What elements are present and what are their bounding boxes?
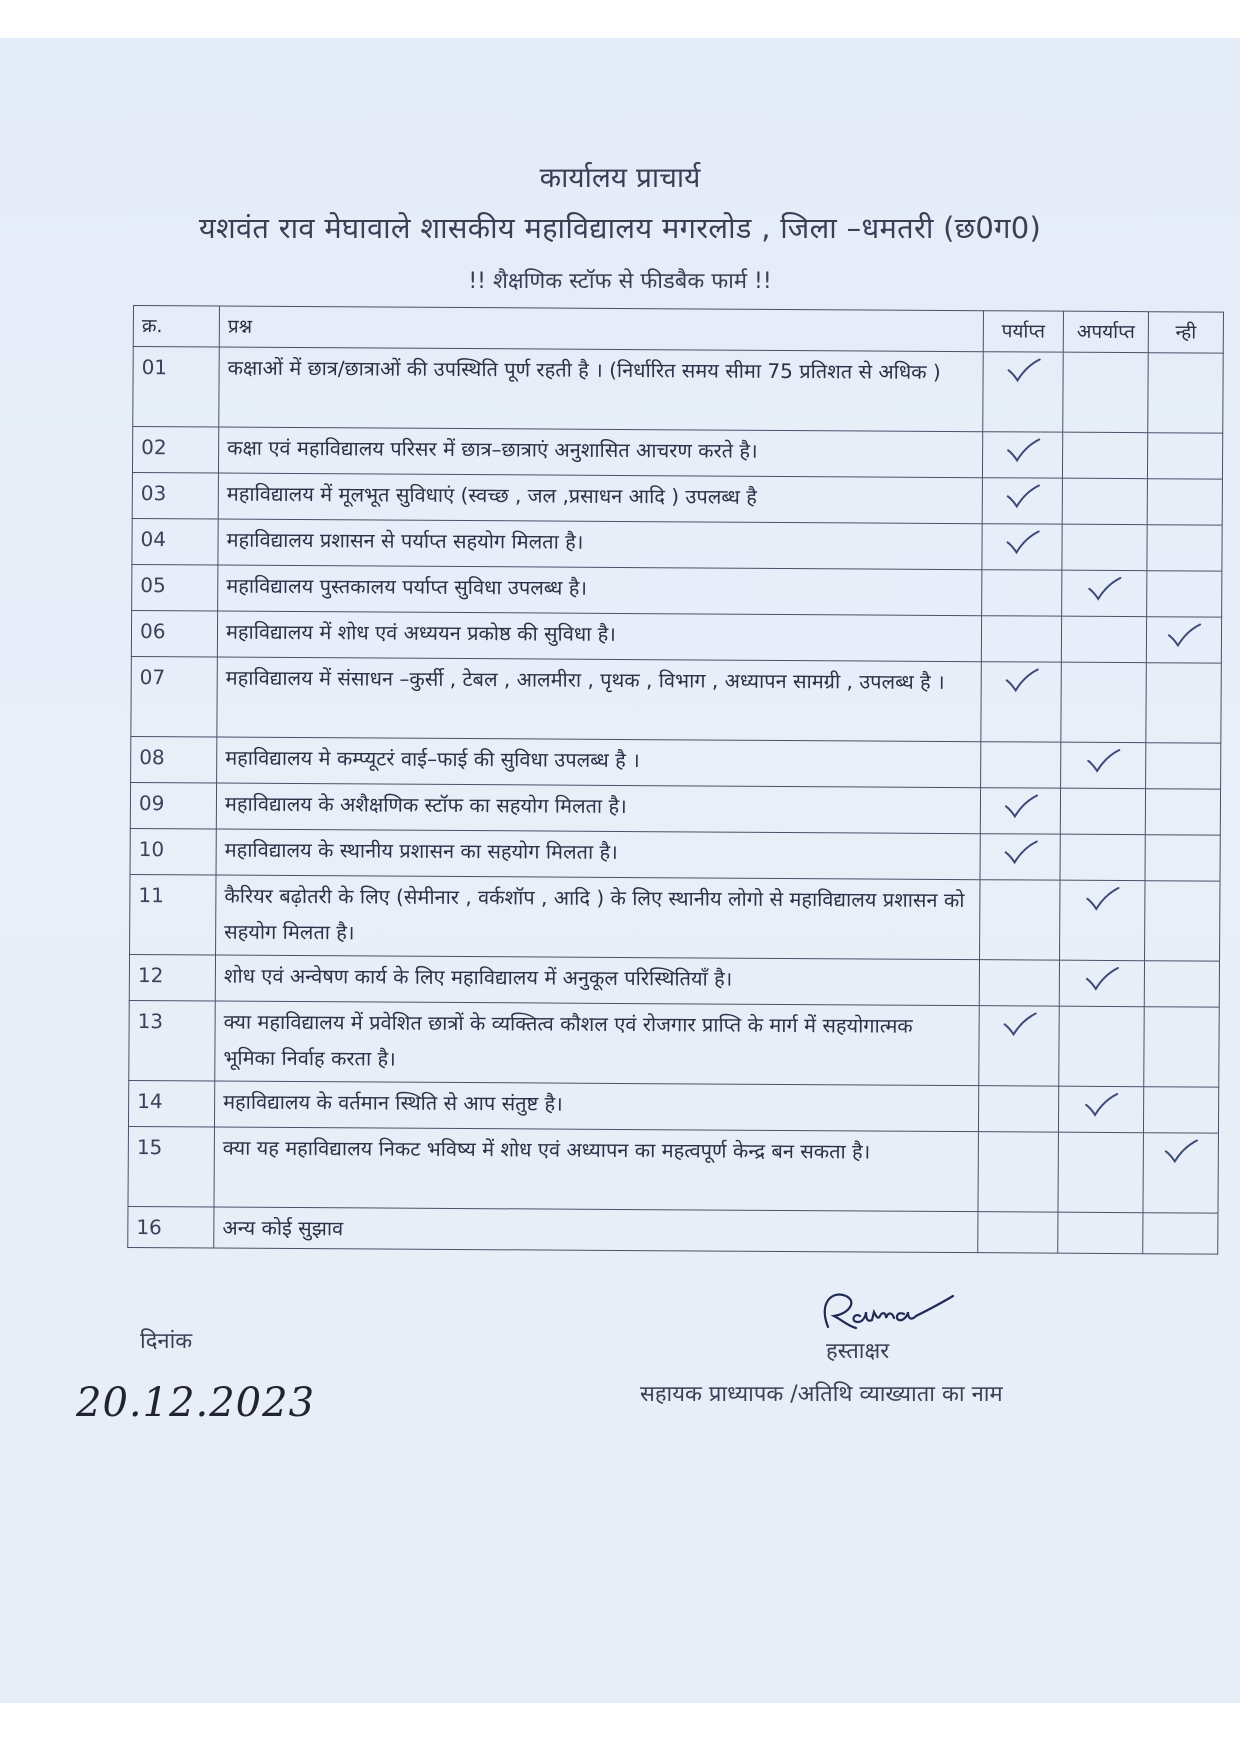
row-question: महाविद्यालय मे कम्प्यूटरं वाई–फाई की सुविधा उपलब्ध है । [217,737,981,788]
no-answer-cell [1145,835,1220,881]
row-number: 16 [128,1206,214,1248]
checkmark-icon [1002,836,1038,866]
table-header-row [133,306,1223,354]
inadequate-cell [1062,478,1147,525]
checkmark-icon [1005,354,1041,384]
adequate-cell [981,662,1061,742]
row-number: 13 [129,1000,215,1081]
signature-label: हस्ताक्षर [826,1339,890,1364]
no-answer-cell [1146,663,1221,743]
table-row [133,347,1223,434]
row-number: 05 [132,564,218,611]
no-answer-cell [1146,617,1221,663]
table-row [130,874,1220,961]
row-question: क्या महाविद्यालय में प्रवेशित छात्रों के व्यक्तित्व कौशल एवं रोजगार प्राप्ति के मार्ग में सहयोगात्मक भूमिका निर्वाह करता है। [215,1001,979,1086]
no-answer-cell [1147,479,1222,525]
row-number: 03 [132,472,218,519]
table-row [132,518,1222,571]
table-row [132,427,1222,480]
row-number: 15 [128,1126,214,1207]
checkmark-icon [1005,434,1041,464]
inadequate-cell [1061,616,1146,663]
row-number: 14 [128,1080,214,1127]
adequate-cell [983,352,1063,432]
row-number: 04 [132,518,218,565]
row-question: क्या यह महाविद्यालय निकट भविष्य में शोध एवं अध्यापन का महत्वपूर्ण केन्द्र बन सकता है। [214,1127,978,1212]
inadequate-cell [1059,1006,1144,1087]
row-number: 12 [129,954,215,1001]
inadequate-cell [1061,742,1146,789]
checkmark-icon [1001,1008,1037,1038]
checkmark-icon [1004,480,1040,510]
row-number: 06 [131,610,217,657]
checkmark-icon [1002,790,1038,820]
adequate-cell [979,1006,1059,1086]
no-answer-cell [1145,881,1220,961]
adequate-cell [981,616,1061,662]
adequate-cell [982,478,1062,524]
adequate-cell [978,1086,1058,1132]
no-answer-cell [1143,1087,1218,1133]
no-answer-cell [1145,789,1220,835]
adequate-cell [978,1212,1058,1253]
college-name: यशवंत राव मेघावाले शासकीय महाविद्यालय मगरलोड , जिला –धमतरी (छ0ग0) [198,211,1042,245]
signature-image [808,1282,958,1342]
row-number: 01 [133,347,219,428]
adequate-cell [979,960,1059,1006]
table-row [131,736,1221,789]
adequate-cell [980,788,1060,834]
no-answer-cell [1146,743,1221,789]
table-row [131,656,1221,743]
date-value: 20.12.2023 [76,1380,316,1426]
inadequate-cell [1062,524,1147,571]
col-header-no-answer: न्ही [1148,312,1223,353]
row-question: महाविद्यालय में संसाधन –कुर्सी , टेबल , आलमीरा , पृथक , विभाग , अध्यापन सामग्री , उपलब्ध है । [217,657,981,742]
adequate-cell [980,834,1060,880]
inadequate-cell [1058,1086,1143,1133]
checkmark-icon [1084,883,1120,913]
row-number: 09 [130,782,216,829]
table-row [129,1000,1219,1087]
inadequate-cell [1062,570,1147,617]
row-question: कैरियर बढ़ोतरी के लिए (सेमीनार , वर्कशॉप , आदि ) के लिए स्थानीय लोगो से महाविद्यालय प्रशासन को सहयोग मिलता है। [216,875,980,960]
inadequate-cell [1060,880,1145,961]
checkmark-icon [1004,526,1040,556]
inadequate-cell [1063,352,1148,433]
no-answer-cell [1148,353,1223,433]
col-header-inadequate: अपर्याप्त [1063,311,1148,353]
inadequate-cell [1058,1132,1143,1213]
office-heading: कार्यालय प्राचार्य [539,161,701,194]
row-question: कक्षाओं में छात्र/छात्राओं की उपस्थिति पूर्ण रहती है । (निर्धारित समय सीमा 75 प्रतिशत से अधिक ) [219,347,983,432]
adequate-cell [982,570,1062,616]
checkmark-icon [1163,1135,1199,1165]
no-answer-cell [1143,1213,1218,1254]
row-question: महाविद्यालय में मूलभूत सुविधाएं (स्वच्छ , जल ,प्रसाधन आदि ) उपलब्ध है [218,473,982,524]
row-question: कक्षा एवं महाविद्यालय परिसर में छात्र–छात्राएं अनुशासित आचरण करते है। [218,427,982,478]
col-header-question: प्रश्न [219,306,983,352]
adequate-cell [982,432,1062,478]
form-title: !! शैक्षणिक स्टॉफ से फीडबैक फार्म !! [468,269,772,294]
adequate-cell [980,880,1060,960]
inadequate-cell [1058,1212,1143,1254]
table-row [132,472,1222,525]
no-answer-cell [1144,1007,1219,1087]
table-row [130,782,1220,835]
feedback-table [127,305,1224,1255]
row-question: अन्य कोई सुझाव [214,1207,978,1253]
checkmark-icon [1003,664,1039,694]
checkmark-icon [1083,1089,1119,1119]
row-question: महाविद्यालय पुस्तकालय पर्याप्त सुविधा उपलब्ध है। [218,565,982,616]
table-row [132,564,1222,617]
no-answer-cell [1147,525,1222,571]
row-question: महाविद्यालय के अशैक्षणिक स्टॉफ का सहयोग मिलता है। [216,783,980,834]
teacher-name-label: सहायक प्राध्यापक /अतिथि व्याख्याता का नाम [640,1382,1003,1407]
row-question: महाविद्यालय प्रशासन से पर्याप्त सहयोग मिलता है। [218,519,982,570]
row-number: 11 [130,874,216,955]
row-question: महाविद्यालय के स्थानीय प्रशासन का सहयोग मिलता है। [216,829,980,880]
col-header-adequate: पर्याप्त [983,311,1063,352]
row-number: 08 [131,736,217,783]
inadequate-cell [1061,662,1146,743]
no-answer-cell [1147,433,1222,479]
adequate-cell [982,524,1062,570]
adequate-cell [978,1132,1058,1212]
table-row [129,954,1219,1007]
inadequate-cell [1060,834,1145,881]
no-answer-cell [1144,961,1219,1007]
inadequate-cell [1060,788,1145,835]
table-row [128,1080,1218,1133]
row-number: 02 [132,427,218,474]
table-row [130,828,1220,881]
no-answer-cell [1147,571,1222,617]
adequate-cell [981,742,1061,788]
row-number: 10 [130,828,216,875]
no-answer-cell [1143,1133,1218,1213]
table-row [128,1206,1218,1254]
table-row [131,610,1221,663]
row-question: शोध एवं अन्वेषण कार्य के लिए महाविद्यालय में अनुकूल परिस्थितियॉं है। [215,955,979,1006]
row-number: 07 [131,656,217,737]
row-question: महाविद्यालय के वर्तमान स्थिति से आप संतुष्ट है। [214,1081,978,1132]
checkmark-icon [1166,619,1202,649]
checkmark-icon [1084,963,1120,993]
checkmark-icon [1086,573,1122,603]
col-header-no: क्र. [133,306,219,348]
inadequate-cell [1059,960,1144,1007]
row-question: महाविद्यालय में शोध एवं अध्ययन प्रकोष्ठ की सुविधा है। [217,611,981,662]
table-row [128,1126,1218,1213]
date-label: दिनांक [140,1329,193,1354]
checkmark-icon [1085,745,1121,775]
inadequate-cell [1062,432,1147,479]
